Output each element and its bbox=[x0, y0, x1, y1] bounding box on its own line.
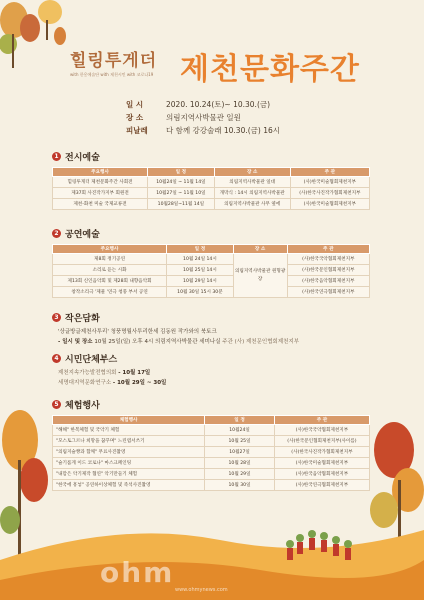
watermark-logo: ohm bbox=[100, 556, 175, 589]
table-row bbox=[53, 199, 370, 210]
table-cell: (사)한국문인협회제천지부(사이를) bbox=[274, 436, 369, 447]
table-cell: 10월24일 bbox=[205, 425, 275, 436]
section-citizen-booth bbox=[52, 352, 370, 388]
table-cell: 10월 30일 bbox=[205, 480, 275, 491]
table-cell: 10월 25일 bbox=[205, 436, 275, 447]
table-row bbox=[53, 458, 370, 469]
table-cell: 개막식 : 14시 의림지역사박물관 bbox=[214, 188, 290, 199]
table-row bbox=[53, 177, 370, 188]
info-key: 장 소 bbox=[126, 113, 144, 122]
table-header-row bbox=[53, 416, 370, 425]
page-title: 제천문화주간 bbox=[180, 52, 360, 87]
table-cell: (사)한국국악협회제천지부 bbox=[287, 254, 369, 265]
section-heading bbox=[52, 150, 370, 163]
info-key: 일 시 bbox=[126, 100, 144, 109]
booth-line-2 bbox=[58, 378, 370, 388]
watermark-url: www.ohmynews.com bbox=[175, 587, 228, 593]
table-header-row bbox=[53, 245, 370, 254]
table-cell: 의림지역사박물관 사무 옆에 bbox=[214, 199, 290, 210]
table-row bbox=[53, 265, 370, 276]
info-row-finale bbox=[126, 124, 280, 137]
info-value: 다 함께 강강술래 10.30.(금) 16시 bbox=[166, 126, 280, 135]
talk-organizer: 주관 (사) 제천문인협회제천지부 bbox=[222, 339, 300, 345]
section-title: 체험행사 bbox=[65, 401, 100, 411]
talk-line-2 bbox=[58, 337, 370, 347]
table-cell: 10월24일 ~ 11월 14일 bbox=[148, 177, 215, 188]
section-talk bbox=[52, 311, 370, 347]
booth-date: - 10월 29일 ~ 30일 bbox=[112, 380, 167, 386]
healing-together-logo: 힐링투게더 bbox=[70, 51, 158, 71]
table-cell: "한국에 흥넣" 공연하이상체험 및 즉석사진촬영 bbox=[53, 480, 205, 491]
booth-organizer: 세명대지역문화연구소 bbox=[58, 380, 112, 386]
venue-cell: 의림지역사박물관 원형광장 bbox=[233, 254, 287, 298]
table-row bbox=[53, 287, 370, 298]
column-header: 장 소 bbox=[233, 245, 287, 254]
table-cell: (사)한국미술협회제천지부 bbox=[274, 458, 369, 469]
table-row bbox=[53, 436, 370, 447]
info-value: 의림지역사박물관 일원 bbox=[166, 113, 241, 122]
table-cell: 10월28일~11월 14일 bbox=[148, 199, 215, 210]
table-cell: (사)한국미술협회제천지부 bbox=[290, 177, 369, 188]
section-title: 시민단체부스 bbox=[65, 355, 118, 365]
table-cell: "의림지슬짱과 함께" 무료사진촬영 bbox=[53, 447, 205, 458]
hill-with-dancers-illustration bbox=[0, 500, 424, 600]
table-cell: 의림지역사박물관 일대 bbox=[214, 177, 290, 188]
table-cell: 제천-화천 미술 국제교류전 bbox=[53, 199, 148, 210]
event-info bbox=[126, 98, 280, 137]
info-key: 피날레 bbox=[126, 126, 148, 135]
table-cell: 10월 29일 14시 bbox=[167, 276, 234, 287]
table-cell: (사)한국국악협회제천지부 bbox=[274, 425, 369, 436]
table-cell: (사)한국사진작가협회제천지부 bbox=[290, 188, 369, 199]
table-cell: 힐링투게더 제천문화주간 사회전 bbox=[53, 177, 148, 188]
column-header: 일 정 bbox=[205, 416, 275, 425]
citizen-booth-details bbox=[52, 368, 370, 388]
section-experience bbox=[52, 398, 370, 491]
section-title: 작은담화 bbox=[65, 314, 100, 324]
table-cell: (사)한국미술협회제천지부 bbox=[290, 199, 369, 210]
exhibition-table bbox=[52, 167, 370, 210]
column-header: 주 관 bbox=[274, 416, 369, 425]
table-cell: 10월 28일 bbox=[205, 458, 275, 469]
table-cell: (사)한국문인협회제천지부 bbox=[287, 265, 369, 276]
section-exhibition bbox=[52, 150, 370, 210]
section-number-badge: 2 bbox=[52, 229, 61, 238]
table-row bbox=[53, 254, 370, 265]
table-header-row bbox=[53, 168, 370, 177]
table-row bbox=[53, 480, 370, 491]
poster-header bbox=[70, 46, 380, 87]
talk-schedule-label: - 일시 및 장소 bbox=[58, 339, 93, 345]
section-title: 공연예술 bbox=[65, 230, 100, 240]
experience-table bbox=[52, 415, 370, 491]
table-cell: (사)한국연극협회제천지부 bbox=[287, 287, 369, 298]
section-heading bbox=[52, 352, 370, 365]
table-cell: (사)한국음악협회제천지부 bbox=[287, 276, 369, 287]
table-cell: 10월27일 bbox=[205, 447, 275, 458]
table-row bbox=[53, 447, 370, 458]
column-header: 주요행사 bbox=[53, 168, 148, 177]
table-cell: 10월27일 ~ 11월 10일 bbox=[148, 188, 215, 199]
column-header: 장 소 bbox=[214, 168, 290, 177]
section-number-badge: 4 bbox=[52, 354, 61, 363]
table-cell: 창작소리극 '제물 '연극 청풍 부서 공연 bbox=[53, 287, 167, 298]
info-row-place bbox=[126, 111, 280, 124]
booth-date: - 10월 17일 bbox=[118, 370, 151, 376]
table-cell: 10월 24일 14시 bbox=[167, 254, 234, 265]
table-cell: (사)한국사진작가협회제천지부 bbox=[274, 447, 369, 458]
column-header: 주 관 bbox=[287, 245, 369, 254]
table-cell: (사)한국음악협회제천지부 bbox=[274, 469, 369, 480]
booth-organizer: 제천지속가능발전협의회 bbox=[58, 370, 117, 376]
table-cell: 제13회 신인음악회 및 제28회 내향음악회 bbox=[53, 276, 167, 287]
table-cell: 10월 25일 14시 bbox=[167, 265, 234, 276]
section-heading bbox=[52, 227, 370, 240]
section-heading bbox=[52, 398, 370, 411]
section-title: 전시예술 bbox=[65, 153, 100, 163]
table-cell: 제8회 정기공연 bbox=[53, 254, 167, 265]
booth-line-1 bbox=[58, 368, 370, 378]
column-header: 주요행사 bbox=[53, 245, 167, 254]
section-number-badge: 1 bbox=[52, 152, 61, 161]
section-number-badge: 3 bbox=[52, 313, 61, 322]
table-cell: 10월 29일 bbox=[205, 469, 275, 480]
table-cell: "해해" 한복체험 및 국악기 체험 bbox=[53, 425, 205, 436]
column-header: 주 관 bbox=[290, 168, 369, 177]
talk-schedule: 10월 25일(일) 오후 4시 의림지역사박물관 세미나실 bbox=[94, 339, 221, 345]
table-cell: 10월 30일 15시 30분 bbox=[167, 287, 234, 298]
table-row bbox=[53, 276, 370, 287]
talk-details bbox=[52, 327, 370, 347]
logo-tagline: with 한옹에술단 with 제천시민 with 코로나19 bbox=[70, 72, 154, 77]
table-row bbox=[53, 188, 370, 199]
info-value: 2020. 10.24(토)~ 10.30.(금) bbox=[166, 100, 271, 109]
talk-line-1: '상글방글제천사투리' 청풍명월사투리한세 김동원 작가와의 북토크 bbox=[58, 329, 217, 335]
table-row bbox=[53, 469, 370, 480]
section-heading bbox=[52, 311, 370, 324]
section-number-badge: 5 bbox=[52, 400, 61, 409]
table-cell: 제37회 사진작가지부 회원전 bbox=[53, 188, 148, 199]
column-header: 체험행사 bbox=[53, 416, 205, 425]
table-cell: "모스토그르나 희망을 꿈꾸며" 느린엽서쓰기 bbox=[53, 436, 205, 447]
table-row bbox=[53, 425, 370, 436]
table-cell: "슬기롭게 이드 코로나" 마스크페인팅 bbox=[53, 458, 205, 469]
table-cell: (사)한국연극협회제천지부 bbox=[274, 480, 369, 491]
info-row-date bbox=[126, 98, 280, 111]
table-cell: 소리로 듣는 시화 bbox=[53, 265, 167, 276]
performance-table bbox=[52, 244, 370, 298]
table-cell: "내맘은 악기제작 협연" 악기만들기 체험 bbox=[53, 469, 205, 480]
section-performance bbox=[52, 227, 370, 298]
column-header: 일 정 bbox=[167, 245, 234, 254]
column-header: 일 정 bbox=[148, 168, 215, 177]
